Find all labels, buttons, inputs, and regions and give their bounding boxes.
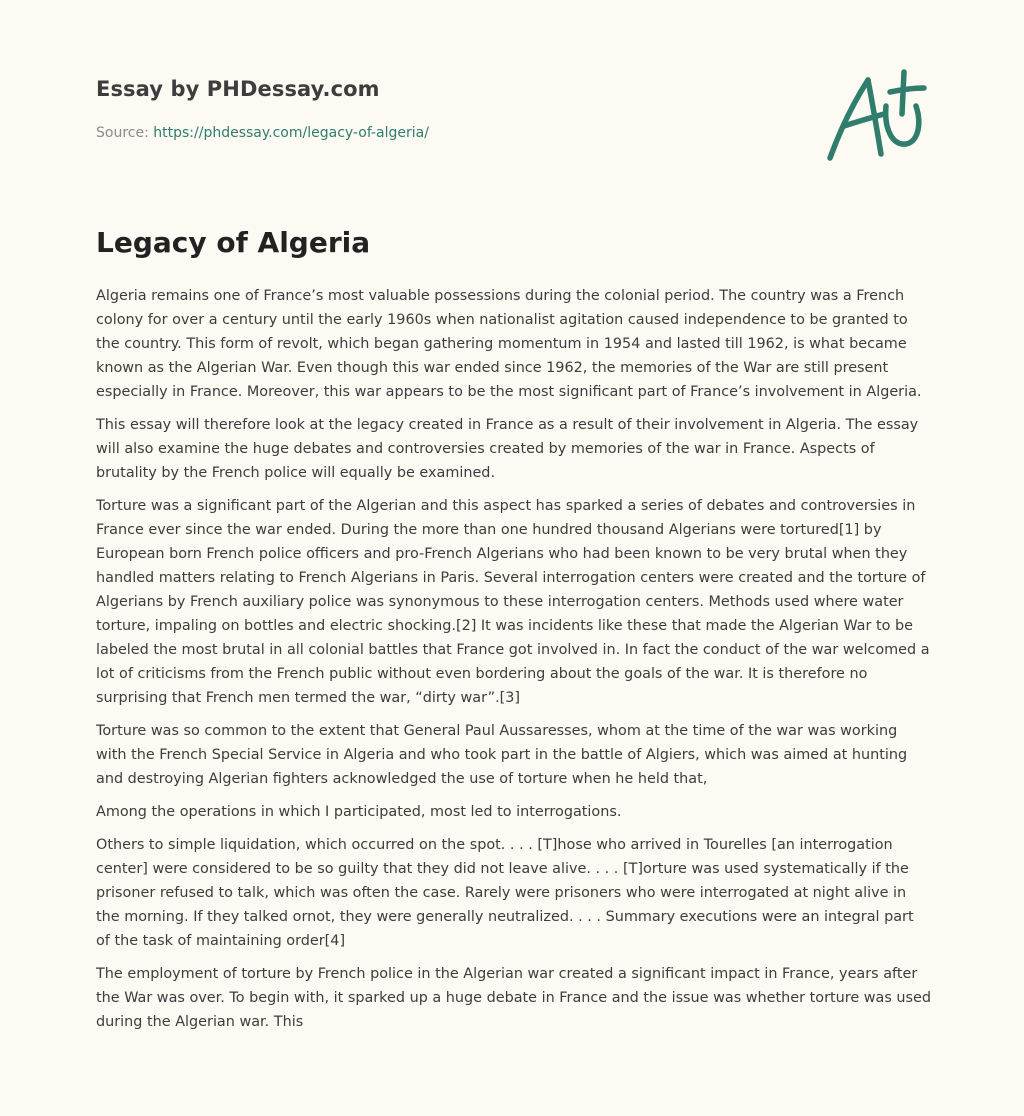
paragraph: Others to simple liquidation, which occurred on the spot. . . . [T]hose who arrived in Tourelles [an interrogation center] were considered to be so guilty that they did not leave alive. . . . [T]orture was used systematically if the prisoner refused to talk, which was often the case. Rarely were prisoners who were interrogated at night alive in the morning. If they talked ornot, they were generally neutralized. . . . Summary executions were an integral part of the task of maintaining order[4] bbox=[96, 837, 914, 949]
paragraph: Among the operations in which I participated, most led to interrogations. bbox=[96, 804, 622, 820]
essay-body bbox=[96, 284, 932, 1043]
paragraph: The employment of torture by French police in the Algerian war created a significant impact in France, years after the War was over. To begin with, it sparked up a huge debate in France and the issue was whether torture was used during the Algerian war. This bbox=[96, 966, 932, 1030]
source-label: Source: bbox=[96, 125, 154, 141]
paragraph: Torture was so common to the extent that General Paul Aussaresses, whom at the time of the war was working with the French Special Service in Algeria and who took part in the battle of Algiers, which was aimed at hunting and destroying Algerian fighters acknowledged the use of torture when he held that, bbox=[96, 723, 908, 787]
a-plus-logo-icon bbox=[824, 66, 928, 166]
source-line bbox=[96, 125, 429, 141]
source-link[interactable]: https://phdessay.com/legacy-of-algeria/ bbox=[153, 125, 429, 141]
paragraph: Algeria remains one of France’s most valuable possessions during the colonial period. The country was a French colony for over a century until the early 1960s when nationalist agitation caused independence to be granted to the country. This form of revolt, which began gathering momentum in 1954 and lasted till 1962, is what became known as the Algerian War. Even though this war ended since 1962, the memories of the War are still present especially in France. Moreover, this war appears to be the most significant part of France’s involvement in Algeria. bbox=[96, 288, 922, 400]
paragraph: This essay will therefore look at the legacy created in France as a result of their involvement in Algeria. The essay will also examine the huge debates and controversies created by memories of the war in France. Aspects of brutality by the French police will equally be examined. bbox=[96, 417, 919, 481]
site-brand: Essay by PHDessay.com bbox=[96, 77, 380, 101]
essay-title: Legacy of Algeria bbox=[96, 226, 371, 259]
paragraph: Torture was a significant part of the Algerian and this aspect has sparked a series of debates and controversies in France ever since the war ended. During the more than one hundred thousand Algerians were tortured[1] by European born French police officers and pro-French Algerians who had been known to be very brutal when they handled matters relating to French Algerians in Paris. Several interrogation centers were created and the torture of Algerians by French auxiliary police was synonymous to these interrogation centers. Methods used where water torture, impaling on bottles and electric shocking.[2] It was incidents like these that made the Algerian War to be labeled the most brutal in all colonial battles that France got involved in. In fact the conduct of the war welcomed a lot of criticisms from the French public without even bordering about the goals of the war. It is therefore no surprising that French men termed the war, “dirty war”.[3] bbox=[96, 498, 930, 706]
